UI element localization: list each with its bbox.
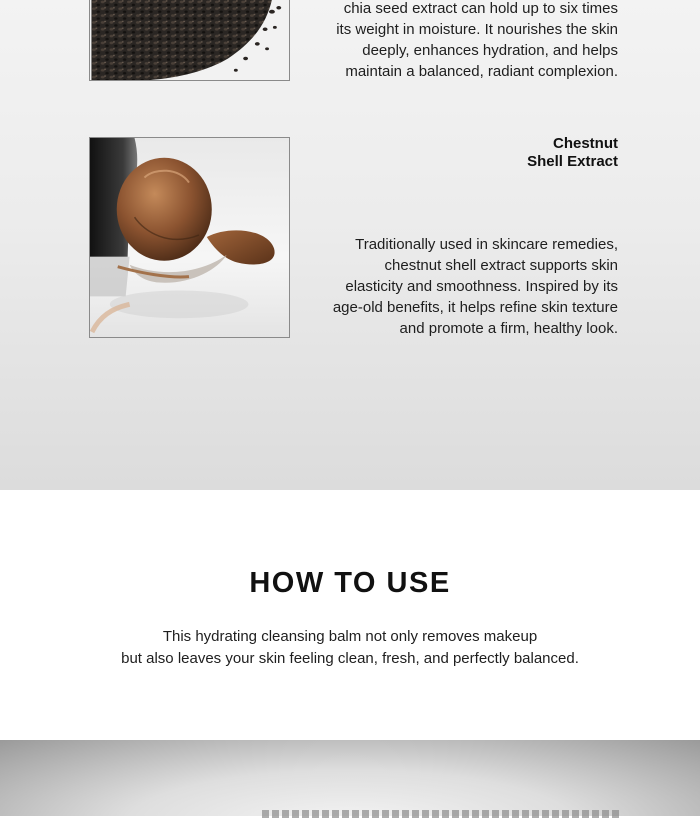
how-to-use-title: HOW TO USE bbox=[249, 567, 451, 599]
how-to-use-line: but also leaves your skin feeling clean, fresh, and perfectly balanced. bbox=[121, 650, 579, 667]
chia-seeds-image bbox=[89, 0, 290, 81]
chestnut-description-line: age-old benefits, it helps refine skin texture bbox=[332, 299, 618, 316]
next-section-band bbox=[0, 740, 700, 816]
how-to-use-line: This hydrating cleansing balm not only removes makeup bbox=[162, 628, 538, 645]
chestnut-title bbox=[418, 135, 618, 171]
chia-description bbox=[298, 0, 618, 82]
chestnut-description-line: and promote a firm, healthy look. bbox=[399, 320, 618, 337]
chia-description-line: maintain a balanced, radiant complexion. bbox=[345, 63, 618, 80]
chestnut-title-line: Chestnut bbox=[553, 135, 618, 152]
chestnut-illustration bbox=[90, 138, 289, 337]
chia-description-line: deeply, enhances hydration, and helps bbox=[362, 42, 618, 59]
chestnut-description bbox=[298, 234, 618, 339]
chia-description-line: chia seed extract can hold up to six times bbox=[343, 0, 618, 17]
how-to-use-section bbox=[0, 490, 700, 740]
chestnut-description-line: elasticity and smoothness. Inspired by its bbox=[345, 278, 618, 295]
chestnut-title-line: Shell Extract bbox=[527, 153, 618, 170]
chestnut-shell-image bbox=[89, 137, 290, 338]
chia-seeds-illustration bbox=[90, 0, 289, 80]
cropped-text-edge bbox=[262, 810, 622, 818]
how-to-use-description bbox=[0, 626, 700, 670]
chia-description-line: its weight in moisture. It nourishes the skin bbox=[336, 21, 618, 38]
chestnut-description-line: Traditionally used in skincare remedies, bbox=[355, 236, 618, 253]
chestnut-description-line: chestnut shell extract supports skin bbox=[384, 257, 618, 274]
